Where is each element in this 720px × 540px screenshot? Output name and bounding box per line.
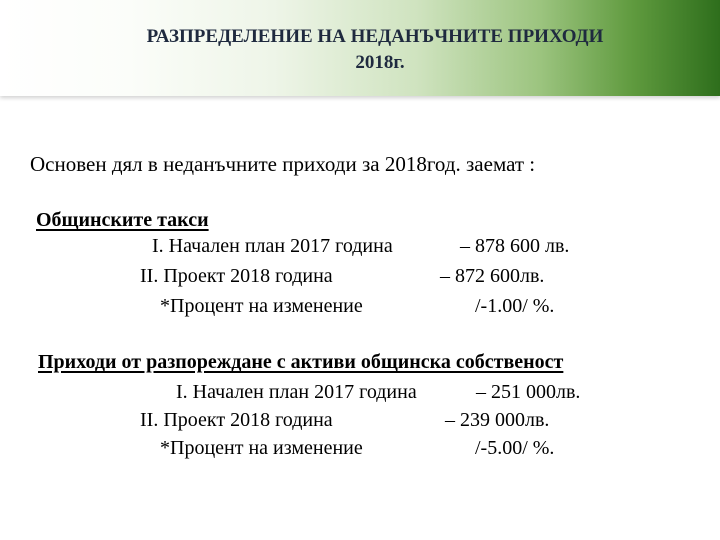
line-label: I. Начален план 2017 година [176,381,417,403]
section-1-line-3 [0,294,720,318]
section-2-line-1 [0,380,720,404]
intro-text: Основен дял в неданъчните приходи за 2018год. заемат : [30,152,536,176]
line-value: – 239 000лв. [445,409,550,431]
section-heading-municipal-fees: Общинските такси [36,209,209,231]
line-value: – 251 000лв. [476,381,581,403]
section-1-line-1 [0,234,720,258]
line-value: – 872 600лв. [440,265,545,287]
line-label: *Процент на изменение [160,437,363,459]
line-label: II. Проект 2018 година [140,265,333,287]
section-heading-asset-disposal: Приходи от разпореждане с активи общинска собственост [38,351,564,373]
line-value: /-5.00/ %. [475,437,555,459]
line-label: *Процент на изменение [160,295,363,317]
page-title-line-2: 2018г. [355,52,405,73]
line-value: /-1.00/ %. [475,295,555,317]
page-title [0,24,720,76]
page-title-line-1: РАЗПРЕДЕЛЕНИЕ НА НЕДАНЪЧНИТЕ ПРИХОДИ [146,26,604,47]
line-label: I. Начален план 2017 година [152,235,393,257]
line-value: – 878 600 лв. [460,235,570,257]
line-label: II. Проект 2018 година [140,409,333,431]
section-1-line-2 [0,264,720,288]
section-2-line-3 [0,436,720,460]
section-2-line-2 [0,408,720,432]
